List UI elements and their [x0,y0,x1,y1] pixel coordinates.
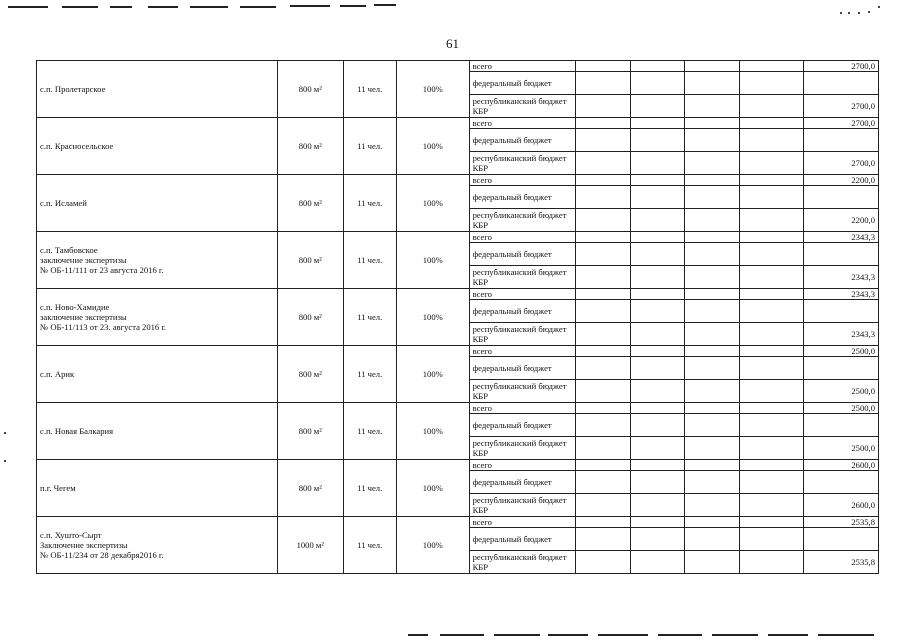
scan-mark [110,6,132,8]
republic-label: республиканский бюджет КБР [469,494,576,517]
empty-cell [739,471,804,494]
empty-cell [630,72,684,95]
place-cell: с.п. Исламей [37,175,278,232]
place-cell: с.п. Пролетарское [37,61,278,118]
empty-cell [739,129,804,152]
republic-value: 2535,8 [804,551,879,574]
republic-label: республиканский бюджет КБР [469,437,576,460]
empty-cell [739,175,804,186]
total-value: 2500,0 [804,346,879,357]
scan-mark [374,4,396,6]
table-row [37,289,879,300]
empty-cell [739,186,804,209]
republic-label: республиканский бюджет КБР [469,152,576,175]
federal-value [804,471,879,494]
percent-cell: 100% [396,517,469,574]
table-row [37,346,879,357]
place-cell: с.п. Красносельское [37,118,278,175]
republic-value: 2343,3 [804,266,879,289]
place-cell: с.п. Арик [37,346,278,403]
people-cell: 11 чел. [343,346,396,403]
budget-table [36,60,879,574]
empty-cell [685,72,739,95]
table-row [37,118,879,129]
republic-label: республиканский бюджет КБР [469,380,576,403]
people-cell: 11 чел. [343,118,396,175]
total-value: 2700,0 [804,118,879,129]
empty-cell [576,551,630,574]
republic-label: республиканский бюджет КБР [469,266,576,289]
empty-cell [685,346,739,357]
empty-cell [576,403,630,414]
scan-mark [768,634,808,636]
percent-cell: 100% [396,403,469,460]
empty-cell [685,551,739,574]
page-number: 61 [446,36,459,51]
place-cell: с.п. Хушто-Сырт Заключение экспертизы № ОБ-11/234 от 28 декабря2016 г. [37,517,278,574]
empty-cell [630,95,684,118]
place-cell: с.п. Ново-Хамидие заключение экспертизы № ОБ-11/113 от 23. августа 2016 г. [37,289,278,346]
empty-cell [630,209,684,232]
empty-cell [739,300,804,323]
people-cell: 11 чел. [343,175,396,232]
empty-cell [685,528,739,551]
federal-value [804,414,879,437]
empty-cell [739,266,804,289]
empty-cell [576,517,630,528]
empty-cell [576,232,630,243]
empty-cell [576,175,630,186]
scan-mark [340,5,366,7]
scan-dot [878,6,880,8]
empty-cell [630,118,684,129]
federal-label: федеральный бюджет [469,300,576,323]
empty-cell [630,152,684,175]
empty-cell [685,460,739,471]
area-cell: 800 м² [278,403,344,460]
empty-cell [576,186,630,209]
empty-cell [630,403,684,414]
republic-value: 2500,0 [804,437,879,460]
empty-cell [576,266,630,289]
table-row [37,403,879,414]
empty-cell [739,346,804,357]
empty-cell [685,380,739,403]
total-value: 2343,3 [804,289,879,300]
percent-cell: 100% [396,118,469,175]
table-row [37,61,879,72]
empty-cell [630,528,684,551]
empty-cell [630,414,684,437]
republic-label: республиканский бюджет КБР [469,551,576,574]
empty-cell [630,346,684,357]
scan-mark [494,634,540,636]
federal-value [804,528,879,551]
republic-value: 2700,0 [804,152,879,175]
scan-mark [148,6,178,8]
total-label: всего [469,460,576,471]
republic-value: 2700,0 [804,95,879,118]
empty-cell [739,61,804,72]
total-label: всего [469,232,576,243]
table-body [37,61,879,574]
federal-label: федеральный бюджет [469,528,576,551]
percent-cell: 100% [396,460,469,517]
table-row [37,175,879,186]
total-value: 2700,0 [804,61,879,72]
empty-cell [576,357,630,380]
empty-cell [630,323,684,346]
scan-mark [240,6,276,8]
total-value: 2200,0 [804,175,879,186]
empty-cell [739,95,804,118]
scan-mark [408,634,428,636]
empty-cell [576,471,630,494]
percent-cell: 100% [396,175,469,232]
area-cell: 800 м² [278,232,344,289]
empty-cell [576,209,630,232]
area-cell: 800 м² [278,346,344,403]
empty-cell [685,471,739,494]
empty-cell [685,243,739,266]
people-cell: 11 чел. [343,61,396,118]
empty-cell [685,186,739,209]
federal-label: федеральный бюджет [469,357,576,380]
federal-value [804,357,879,380]
federal-label: федеральный бюджет [469,414,576,437]
scan-mark [440,634,484,636]
empty-cell [739,243,804,266]
empty-cell [576,289,630,300]
empty-cell [739,403,804,414]
empty-cell [739,232,804,243]
republic-label: республиканский бюджет КБР [469,209,576,232]
people-cell: 11 чел. [343,403,396,460]
empty-cell [739,528,804,551]
empty-cell [739,323,804,346]
area-cell: 800 м² [278,118,344,175]
federal-value [804,72,879,95]
empty-cell [685,494,739,517]
empty-cell [576,61,630,72]
scan-mark [548,634,588,636]
total-label: всего [469,61,576,72]
scan-dot [858,12,860,14]
federal-value [804,243,879,266]
empty-cell [739,380,804,403]
republic-value: 2500,0 [804,380,879,403]
empty-cell [576,72,630,95]
empty-cell [630,460,684,471]
empty-cell [685,175,739,186]
empty-cell [630,266,684,289]
empty-cell [630,129,684,152]
federal-label: федеральный бюджет [469,72,576,95]
total-value: 2500,0 [804,403,879,414]
percent-cell: 100% [396,61,469,118]
area-cell: 800 м² [278,61,344,118]
empty-cell [685,209,739,232]
scan-mark [658,634,702,636]
empty-cell [576,118,630,129]
place-cell: п.г. Чегем [37,460,278,517]
empty-cell [576,152,630,175]
empty-cell [685,61,739,72]
empty-cell [630,357,684,380]
empty-cell [630,437,684,460]
federal-label: федеральный бюджет [469,243,576,266]
empty-cell [630,61,684,72]
empty-cell [630,517,684,528]
republic-label: республиканский бюджет КБР [469,323,576,346]
empty-cell [739,437,804,460]
empty-cell [685,403,739,414]
total-label: всего [469,289,576,300]
empty-cell [630,494,684,517]
empty-cell [739,414,804,437]
federal-label: федеральный бюджет [469,471,576,494]
federal-value [804,186,879,209]
scan-dot [868,11,870,13]
place-cell: с.п. Тамбовское заключение экспертизы № ОБ-11/111 от 23 августа 2016 г. [37,232,278,289]
republic-label: республиканский бюджет КБР [469,95,576,118]
table-row [37,232,879,243]
empty-cell [685,129,739,152]
empty-cell [576,414,630,437]
federal-value [804,300,879,323]
area-cell: 1000 м² [278,517,344,574]
empty-cell [630,289,684,300]
total-value: 2600,0 [804,460,879,471]
empty-cell [576,323,630,346]
empty-cell [576,95,630,118]
empty-cell [685,289,739,300]
empty-cell [576,129,630,152]
scan-mark [290,5,330,7]
empty-cell [630,175,684,186]
empty-cell [685,95,739,118]
scan-mark [712,634,758,636]
people-cell: 11 чел. [343,460,396,517]
total-value: 2535,8 [804,517,879,528]
total-label: всего [469,517,576,528]
empty-cell [630,186,684,209]
empty-cell [739,209,804,232]
scan-dot [848,12,850,14]
area-cell: 800 м² [278,460,344,517]
people-cell: 11 чел. [343,289,396,346]
empty-cell [685,266,739,289]
empty-cell [685,323,739,346]
empty-cell [630,232,684,243]
empty-cell [576,528,630,551]
scan-mark [190,6,228,8]
empty-cell [739,289,804,300]
scan-mark [8,6,48,8]
empty-cell [739,357,804,380]
empty-cell [739,460,804,471]
area-cell: 800 м² [278,175,344,232]
empty-cell [685,232,739,243]
area-cell: 800 м² [278,289,344,346]
scan-mark [62,6,98,8]
percent-cell: 100% [396,232,469,289]
empty-cell [739,551,804,574]
scan-dot [840,12,842,14]
federal-label: федеральный бюджет [469,186,576,209]
empty-cell [576,380,630,403]
empty-cell [685,414,739,437]
table-row [37,460,879,471]
people-cell: 11 чел. [343,232,396,289]
total-value: 2343,3 [804,232,879,243]
place-cell: с.п. Новая Балкария [37,403,278,460]
empty-cell [739,152,804,175]
republic-value: 2600,0 [804,494,879,517]
empty-cell [630,300,684,323]
scan-dot [4,460,6,462]
empty-cell [576,460,630,471]
empty-cell [576,300,630,323]
percent-cell: 100% [396,346,469,403]
total-label: всего [469,346,576,357]
empty-cell [630,243,684,266]
empty-cell [739,517,804,528]
percent-cell: 100% [396,289,469,346]
empty-cell [576,437,630,460]
empty-cell [630,380,684,403]
empty-cell [576,494,630,517]
republic-value: 2200,0 [804,209,879,232]
federal-label: федеральный бюджет [469,129,576,152]
scan-mark [818,634,874,636]
table-row [37,517,879,528]
empty-cell [685,118,739,129]
republic-value: 2343,3 [804,323,879,346]
empty-cell [739,118,804,129]
empty-cell [630,551,684,574]
total-label: всего [469,118,576,129]
scan-dot [4,432,6,434]
total-label: всего [469,175,576,186]
empty-cell [576,346,630,357]
empty-cell [685,300,739,323]
federal-value [804,129,879,152]
empty-cell [685,517,739,528]
empty-cell [739,72,804,95]
empty-cell [685,152,739,175]
empty-cell [576,243,630,266]
people-cell: 11 чел. [343,517,396,574]
empty-cell [685,437,739,460]
empty-cell [630,471,684,494]
total-label: всего [469,403,576,414]
empty-cell [685,357,739,380]
empty-cell [739,494,804,517]
scan-mark [598,634,648,636]
